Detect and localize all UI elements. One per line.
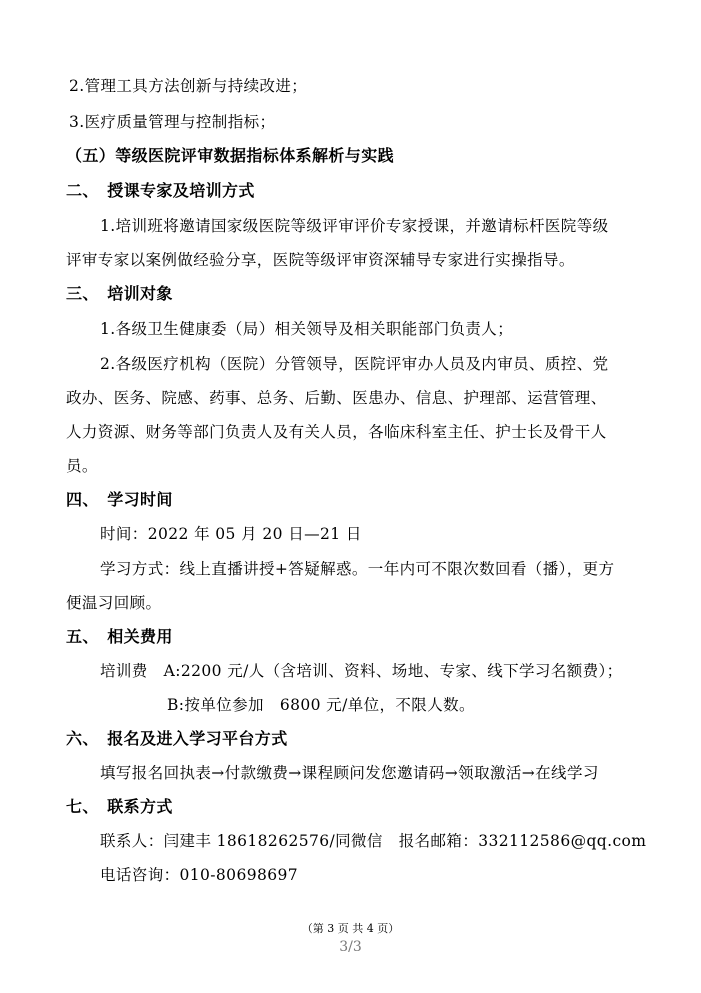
section-3-paragraph-2-line-3: 人力资源、财务等部门负责人及有关人员，各临床科室主任、护士长及骨干人 <box>66 423 607 441</box>
footer-page-label: （第 3 页 共 4 页） <box>301 922 400 935</box>
section-7-phone: 电话咨询：010-80698697 <box>100 866 299 884</box>
section-5-heading: 五、 相关费用 <box>66 627 173 646</box>
section-4-mode-line-2: 便温习回顾。 <box>66 594 162 612</box>
section-3-paragraph-2-line-4: 员。 <box>66 457 98 475</box>
section-3-paragraph-2-line-2: 政办、医务、院感、药事、总务、后勤、医患办、信息、护理部、运营管理、 <box>66 389 607 407</box>
section-3-paragraph-1: 1.各级卫生健康委（局）相关领导及相关职能部门负责人； <box>100 320 514 338</box>
section-7-contact: 联系人：闫建丰 18618262576/同微信 报名邮箱：332112586@qq.com <box>100 832 647 850</box>
section-4-heading: 四、 学习时间 <box>66 490 173 509</box>
section-6-heading: 六、 报名及进入学习平台方式 <box>66 729 288 748</box>
section-2-heading: 二、 授课专家及培训方式 <box>66 181 255 200</box>
list-item-3: 3.医疗质量管理与控制指标； <box>69 113 276 131</box>
section-5-fee-b: B:按单位参加 6800 元/单位，不限人数。 <box>167 696 475 714</box>
section-3-heading: 三、 培训对象 <box>66 284 173 303</box>
section-4-time: 时间：2022 年 05 月 20 日—21 日 <box>100 525 362 543</box>
section-2-paragraph-line-2: 评审专家以案例做经验分享，医院等级评审资深辅导专家进行实操指导。 <box>66 251 575 269</box>
section-3-paragraph-2-line-1: 2.各级医疗机构（医院）分管领导，医院评审办人员及内审员、质控、党 <box>100 355 609 373</box>
section-5-fee-a: 培训费 A:2200 元/人（含培训、资料、场地、专家、线下学习名额费）； <box>100 662 623 680</box>
subsection-5-heading: （五）等级医院评审数据指标体系解析与实践 <box>66 146 395 165</box>
list-item-2: 2.管理工具方法创新与持续改进； <box>69 77 308 95</box>
section-6-steps: 填写报名回执表→付款缴费→课程顾问发您邀请码→领取激活→在线学习 <box>100 764 599 782</box>
section-4-mode-line-1: 学习方式：线上直播讲授+答疑解惑。一年内可不限次数回看（播），更方 <box>100 560 615 578</box>
section-7-heading: 七、 联系方式 <box>66 797 173 816</box>
footer-page-count: 3/3 <box>339 939 362 955</box>
section-2-paragraph-line-1: 1.培训班将邀请国家级医院等级评审评价专家授课，并邀请标杆医院等级 <box>100 217 609 235</box>
